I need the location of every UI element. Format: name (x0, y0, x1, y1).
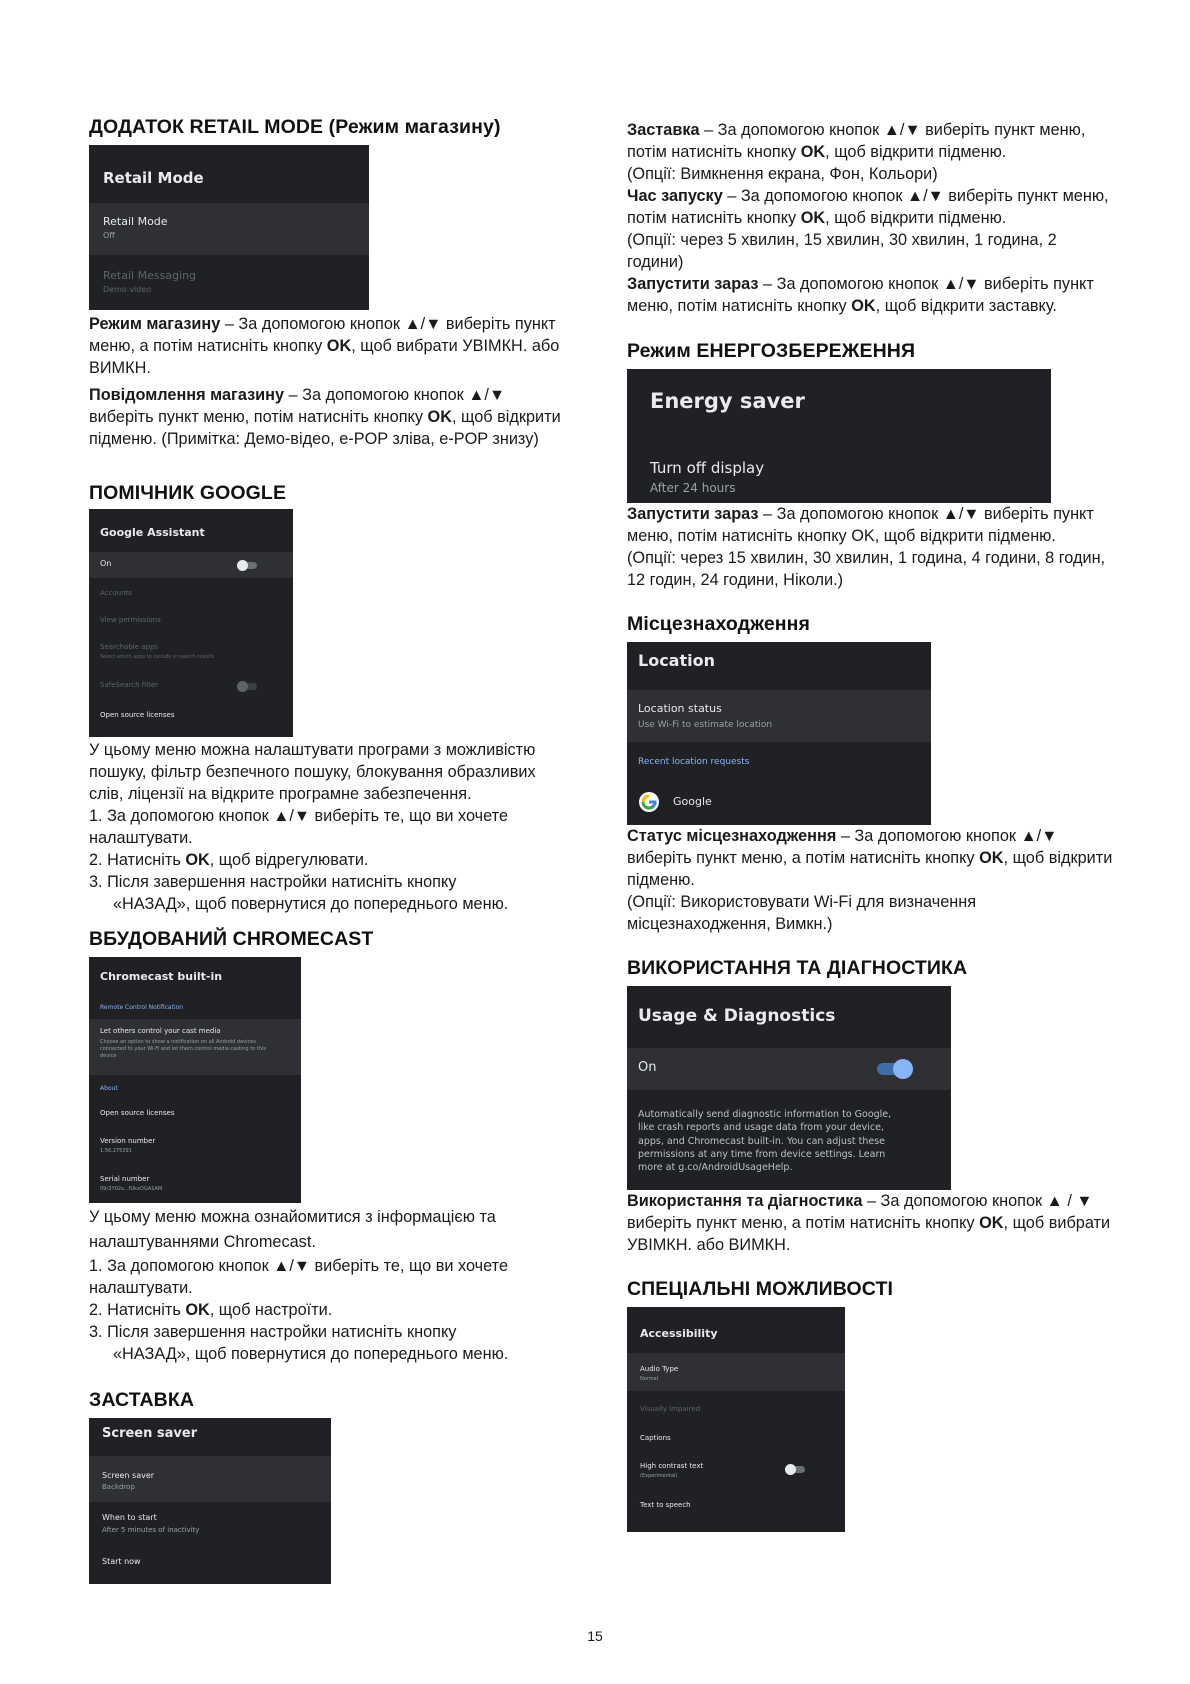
google-step1: 1. За допомогою кнопок ▲/▼ виберіть те, що ви хочете налаштувати. (89, 807, 509, 847)
google-g-icon (639, 792, 659, 812)
cc-shot-section1: Remote Control Notification (100, 1004, 184, 1011)
google-heading: ПОМІЧНИК GOOGLE (89, 482, 287, 504)
accessibility-heading: СПЕЦІАЛЬНІ МОЖЛИВОСТІ (627, 1278, 893, 1300)
loc-shot-title: Location (638, 651, 715, 670)
google-step2: 2. Натисніть OK, щоб відрегулювати. (89, 851, 369, 869)
retail-mode-screenshot (89, 145, 369, 310)
ga-shot-on-label: On (100, 559, 112, 568)
ss-shot-item1: Screen saver (102, 1471, 155, 1480)
ga-shot-licenses: Open source licenses (100, 711, 175, 719)
chromecast-heading: ВБУДОВАНИЙ CHROMECAST (89, 928, 374, 950)
page-number: 15 (587, 1628, 603, 1644)
usage-shot-title: Usage & Diagnostics (638, 1006, 836, 1026)
acc-shot-contrast-sub: (Experimental) (640, 1473, 678, 1479)
ss-shot-item2: When to start (102, 1513, 157, 1522)
ss-shot-item1-val: Backdrop (102, 1483, 135, 1491)
loc-shot-item: Location status (638, 702, 722, 715)
google-assistant-screenshot (89, 509, 293, 737)
retail-shot-title: Retail Mode (103, 169, 204, 187)
acc-shot-contrast: High contrast text (640, 1462, 704, 1470)
acc-contrast-toggle-knob (785, 1464, 796, 1475)
cc-shot-item1-row (89, 1019, 301, 1075)
retail-shot-item1 (89, 203, 369, 255)
ga-shot-permissions: View permissions (100, 616, 161, 624)
ga-safesearch-toggle-knob (237, 681, 248, 692)
acc-shot-tts: Text to speech (640, 1501, 691, 1509)
acc-shot-audio-val: Normal (640, 1376, 659, 1382)
left-column (89, 116, 564, 1584)
ga-shot-accounts: Accounts (100, 589, 132, 597)
screensaver-heading: ЗАСТАВКА (89, 1389, 195, 1411)
usage-shot-on: On (638, 1060, 657, 1075)
energy-saver-screenshot (627, 369, 1051, 503)
retail-shot-item2 (89, 257, 369, 309)
cc-shot-item1-sub: Choose an option to show a notification on all Android devices connected to your Wi-Fi and let them control media casting to this device (100, 1039, 266, 1059)
energy-shot-item: Turn off display (650, 459, 765, 477)
energy-shot-item-val: After 24 hours (650, 481, 736, 495)
accessibility-screenshot (627, 1307, 845, 1532)
energy-shot-title: Energy saver (650, 389, 805, 413)
location-status-paragraph: Статус місцезнаходження – За допомогою кнопок ▲/▼ виберіть пункт меню, а потім натисніть кнопку OK, щоб відкрити підменю. (627, 827, 1113, 889)
cc-shot-title: Chromecast built-in (100, 970, 223, 983)
right-column (627, 119, 1117, 1532)
energy-heading: Режим ЕНЕРГОЗБЕРЕЖЕННЯ (627, 340, 916, 362)
usage-shot-desc: Automatically send diagnostic information to Google, like crash reports and usage data from your device, apps, and Chromecast built-in. You can adjust these permissions at any time from device settings. Learn more at g.co/AndroidUsageHelp. (638, 1109, 892, 1174)
location-heading: Місцезнаходження (627, 613, 810, 635)
screensaver-screenshot (89, 1418, 331, 1584)
cc-shot-serial-val: 09r2Y02x...fUkxOGA1AM (100, 1186, 163, 1192)
retail-shot-item2-value: Demo video (103, 285, 152, 294)
acc-shot-visually: Visually impaired (640, 1405, 701, 1413)
chromecast-step3: 3. Після завершення настройки натисніть кнопку (89, 1323, 457, 1341)
acc-shot-captions: Captions (640, 1434, 671, 1442)
energy-options: (Опції: через 15 хвилин, 30 хвилин, 1 година, 4 години, 8 годин, 12 годин, 24 години, Ніколи.) (627, 549, 1106, 589)
saver-option-values: (Опції: Вимкнення екрана, Фон, Кольори) (627, 165, 938, 183)
ga-shot-on-row (89, 552, 293, 578)
loc-shot-item-row (627, 690, 931, 742)
acc-shot-audio: Audio Type (640, 1365, 679, 1373)
retail-shot-item2-label: Retail Messaging (103, 269, 197, 282)
retail-heading: ДОДАТОК RETAIL MODE (Режим магазину) (89, 116, 501, 138)
cc-shot-serial: Serial number (100, 1175, 150, 1183)
cc-shot-section2: About (100, 1085, 118, 1092)
retail-messaging-paragraph: Повідомлення магазину – За допомогою кнопок ▲/▼ виберіть пункт меню, потім натисніть кнопку OK, щоб відкрити підменю. (Примітка: Демо-відео, e-POP зліва, e-POP знизу) (89, 386, 561, 448)
chromecast-screenshot (89, 957, 301, 1203)
ss-shot-title: Screen saver (102, 1426, 198, 1441)
start-time-values: (Опції: через 5 хвилин, 15 хвилин, 30 хвилин, 1 година, 2 години) (627, 231, 1057, 271)
chromecast-step3-cont: «НАЗАД», щоб повернутися до попереднього меню. (113, 1345, 509, 1363)
cc-shot-item1: Let others control your cast media (100, 1027, 221, 1035)
saver-option-paragraph: Заставка – За допомогою кнопок ▲/▼ виберіть пункт меню, потім натисніть кнопку OK, щоб відкрити підменю. (627, 121, 1086, 161)
google-step3: 3. Після завершення настройки натисніть кнопку (89, 873, 457, 891)
start-now-paragraph: Запустити зараз – За допомогою кнопок ▲/▼ виберіть пункт меню, потім натисніть кнопку OK, щоб відкрити заставку. (627, 275, 1094, 315)
chromecast-step1: 1. За допомогою кнопок ▲/▼ виберіть те, що ви хочете налаштувати. (89, 1257, 509, 1297)
chromecast-intro: У цьому меню можна ознайомитися з інформацією та налаштуваннями Chromecast. (89, 1208, 496, 1251)
acc-shot-title: Accessibility (640, 1327, 718, 1340)
location-options: (Опції: Використовувати Wi-Fi для визначення місцезнаходження, Вимкн.) (627, 893, 977, 933)
usage-on-toggle-knob (893, 1059, 913, 1079)
location-screenshot (627, 642, 931, 825)
usage-heading: ВИКОРИСТАННЯ ТА ДІАГНОСТИКА (627, 957, 968, 979)
cc-shot-version-val: 1.56.275391 (100, 1148, 132, 1154)
ga-shot-searchable: Searchable apps (100, 643, 159, 651)
usage-paragraph: Використання та діагностика – За допомогою кнопок ▲ / ▼ виберіть пункт меню, а потім натисніть кнопку OK, щоб вибрати УВІМКН. або ВИМКН. (627, 1192, 1111, 1254)
usage-shot-on-row (627, 1048, 951, 1090)
google-step3-cont: «НАЗАД», щоб повернутися до попереднього меню. (113, 895, 509, 913)
chromecast-step2: 2. Натисніть OK, щоб настроїти. (89, 1301, 333, 1319)
ga-on-toggle-knob (237, 560, 248, 571)
retail-shot-item1-label: Retail Mode (103, 215, 168, 228)
google-intro: У цьому меню можна налаштувати програми з можливістю пошуку, фільтр безпечного пошуку, блокування образливих слів, ліцензії на відкрите програмне забезпечення. (89, 741, 536, 803)
ss-shot-item1-row (89, 1456, 331, 1502)
usage-diagnostics-screenshot (627, 986, 951, 1190)
cc-shot-licenses: Open source licenses (100, 1109, 175, 1117)
start-time-paragraph: Час запуску – За допомогою кнопок ▲/▼ виберіть пункт меню, потім натисніть кнопку OK, щоб відкрити підменю. (627, 187, 1109, 227)
ga-shot-searchable-sub: Select which apps to include in search results (100, 654, 215, 660)
energy-start-paragraph: Запустити зараз – За допомогою кнопок ▲/▼ виберіть пункт меню, потім натисніть кнопку OK, щоб відкрити підменю. (627, 505, 1094, 545)
ga-shot-safesearch: SafeSearch filter (100, 681, 159, 689)
loc-shot-item-val: Use Wi-Fi to estimate location (638, 720, 773, 730)
acc-shot-audio-row (627, 1353, 845, 1391)
cc-shot-version: Version number (100, 1137, 156, 1145)
ss-shot-item2-val: After 5 minutes of inactivity (102, 1526, 200, 1534)
ss-shot-item3: Start now (102, 1557, 141, 1566)
retail-shot-item1-value: Off (103, 231, 115, 240)
loc-shot-section: Recent location requests (638, 757, 750, 767)
retail-mode-paragraph: Режим магазину – За допомогою кнопок ▲/▼ виберіть пункт меню, а потім натисніть кнопку OK, щоб вибрати УВІМКН. або ВИМКН. (89, 315, 560, 377)
ga-shot-title: Google Assistant (100, 526, 205, 539)
loc-shot-app: Google (673, 795, 712, 808)
